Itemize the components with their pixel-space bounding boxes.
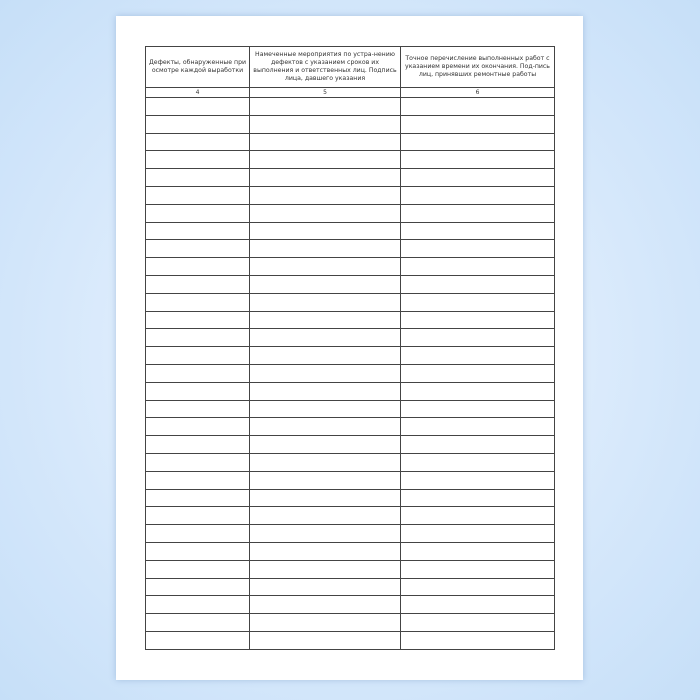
table-cell xyxy=(401,436,555,454)
table-cell xyxy=(250,418,401,436)
table-row xyxy=(146,436,555,454)
column-number-6: 6 xyxy=(401,88,555,98)
table-row xyxy=(146,596,555,614)
table-cell xyxy=(146,453,250,471)
table-cell xyxy=(250,258,401,276)
table-cell xyxy=(401,560,555,578)
table-cell xyxy=(401,258,555,276)
table-cell xyxy=(146,204,250,222)
table-cell xyxy=(401,311,555,329)
table-row xyxy=(146,578,555,596)
table-row xyxy=(146,400,555,418)
table-cell xyxy=(146,347,250,365)
column-number-5: 5 xyxy=(250,88,401,98)
table-cell xyxy=(146,133,250,151)
table-row xyxy=(146,311,555,329)
table-row xyxy=(146,560,555,578)
table-cell xyxy=(146,560,250,578)
table-cell xyxy=(250,115,401,133)
table-cell xyxy=(146,578,250,596)
table-row xyxy=(146,364,555,382)
table-cell xyxy=(146,507,250,525)
table-cell xyxy=(401,186,555,204)
table-row xyxy=(146,169,555,187)
table-cell xyxy=(401,364,555,382)
table-cell xyxy=(250,596,401,614)
table-row xyxy=(146,133,555,151)
table-cell xyxy=(250,471,401,489)
table-cell xyxy=(250,489,401,507)
table-row xyxy=(146,507,555,525)
table-row xyxy=(146,115,555,133)
table-cell xyxy=(401,204,555,222)
table-cell xyxy=(401,542,555,560)
table-cell xyxy=(250,329,401,347)
table-cell xyxy=(250,151,401,169)
table-cell xyxy=(250,240,401,258)
table-cell xyxy=(146,400,250,418)
table-cell xyxy=(146,222,250,240)
header-completed-works: Точное перечисление выполненных работ с указанием времени их окончания. Под-пись лиц, принявших ремонтные работы xyxy=(401,47,555,88)
table-cell xyxy=(401,614,555,632)
table-cell xyxy=(250,614,401,632)
table-cell xyxy=(146,614,250,632)
table-row xyxy=(146,471,555,489)
table-cell xyxy=(250,169,401,187)
table-cell xyxy=(146,631,250,649)
table-cell xyxy=(250,364,401,382)
table-cell xyxy=(401,578,555,596)
table-cell xyxy=(250,133,401,151)
table-cell xyxy=(250,453,401,471)
table-cell xyxy=(250,436,401,454)
table-cell xyxy=(250,507,401,525)
table-row xyxy=(146,525,555,543)
table-cell xyxy=(146,436,250,454)
table-cell xyxy=(401,400,555,418)
table-cell xyxy=(401,240,555,258)
table-cell xyxy=(146,151,250,169)
table-cell xyxy=(401,631,555,649)
table-cell xyxy=(401,151,555,169)
table-row xyxy=(146,98,555,116)
table-row xyxy=(146,453,555,471)
table-cell xyxy=(401,133,555,151)
table-cell xyxy=(146,525,250,543)
table-cell xyxy=(146,382,250,400)
table-cell xyxy=(146,240,250,258)
table-row xyxy=(146,293,555,311)
journal-table xyxy=(145,46,555,650)
table-row xyxy=(146,329,555,347)
table-row xyxy=(146,204,555,222)
table-cell xyxy=(146,471,250,489)
table-cell xyxy=(250,98,401,116)
column-number-row xyxy=(146,88,555,98)
table-cell xyxy=(401,418,555,436)
table-row xyxy=(146,347,555,365)
table-cell xyxy=(146,542,250,560)
header-row xyxy=(146,47,555,88)
table-cell xyxy=(146,293,250,311)
table-cell xyxy=(146,275,250,293)
table-row xyxy=(146,222,555,240)
table-cell xyxy=(146,186,250,204)
table-row xyxy=(146,542,555,560)
table-row xyxy=(146,489,555,507)
table-row xyxy=(146,418,555,436)
table-cell xyxy=(401,507,555,525)
table-cell xyxy=(250,631,401,649)
column-number-4: 4 xyxy=(146,88,250,98)
table-cell xyxy=(401,293,555,311)
table-cell xyxy=(401,115,555,133)
table-cell xyxy=(401,98,555,116)
table-cell xyxy=(250,400,401,418)
table-cell xyxy=(146,258,250,276)
table-row xyxy=(146,614,555,632)
table-cell xyxy=(250,382,401,400)
table-cell xyxy=(250,347,401,365)
table-cell xyxy=(146,98,250,116)
table-cell xyxy=(250,578,401,596)
table-cell xyxy=(250,204,401,222)
table-cell xyxy=(146,489,250,507)
table-cell xyxy=(146,596,250,614)
table-cell xyxy=(146,311,250,329)
table-cell xyxy=(401,329,555,347)
table-cell xyxy=(401,222,555,240)
table-cell xyxy=(401,453,555,471)
table-cell xyxy=(401,596,555,614)
table-cell xyxy=(146,169,250,187)
table-cell xyxy=(250,525,401,543)
table-cell xyxy=(401,275,555,293)
table-cell xyxy=(401,471,555,489)
header-defects: Дефекты, обнаруженные при осмотре каждой выработки xyxy=(146,47,250,88)
journal-page xyxy=(116,16,583,680)
table-cell xyxy=(401,347,555,365)
table-cell xyxy=(250,275,401,293)
table-cell xyxy=(401,489,555,507)
table-cell xyxy=(250,186,401,204)
table-row xyxy=(146,240,555,258)
table-cell xyxy=(250,542,401,560)
table-cell xyxy=(250,222,401,240)
table-row xyxy=(146,631,555,649)
table-cell xyxy=(401,525,555,543)
table-cell xyxy=(250,311,401,329)
table-cell xyxy=(146,329,250,347)
table-body xyxy=(146,98,555,650)
table-row xyxy=(146,186,555,204)
table-row xyxy=(146,151,555,169)
table-cell xyxy=(401,382,555,400)
table-row xyxy=(146,258,555,276)
header-measures: Намеченные мероприятия по устра-нению дефектов с указанием сроков их выполнения и ответственных лиц. Подпись лица, давшего указания xyxy=(250,47,401,88)
table-cell xyxy=(146,364,250,382)
table-row xyxy=(146,382,555,400)
table-cell xyxy=(250,293,401,311)
table-cell xyxy=(146,418,250,436)
table-cell xyxy=(146,115,250,133)
table-row xyxy=(146,275,555,293)
table-cell xyxy=(250,560,401,578)
table-cell xyxy=(401,169,555,187)
